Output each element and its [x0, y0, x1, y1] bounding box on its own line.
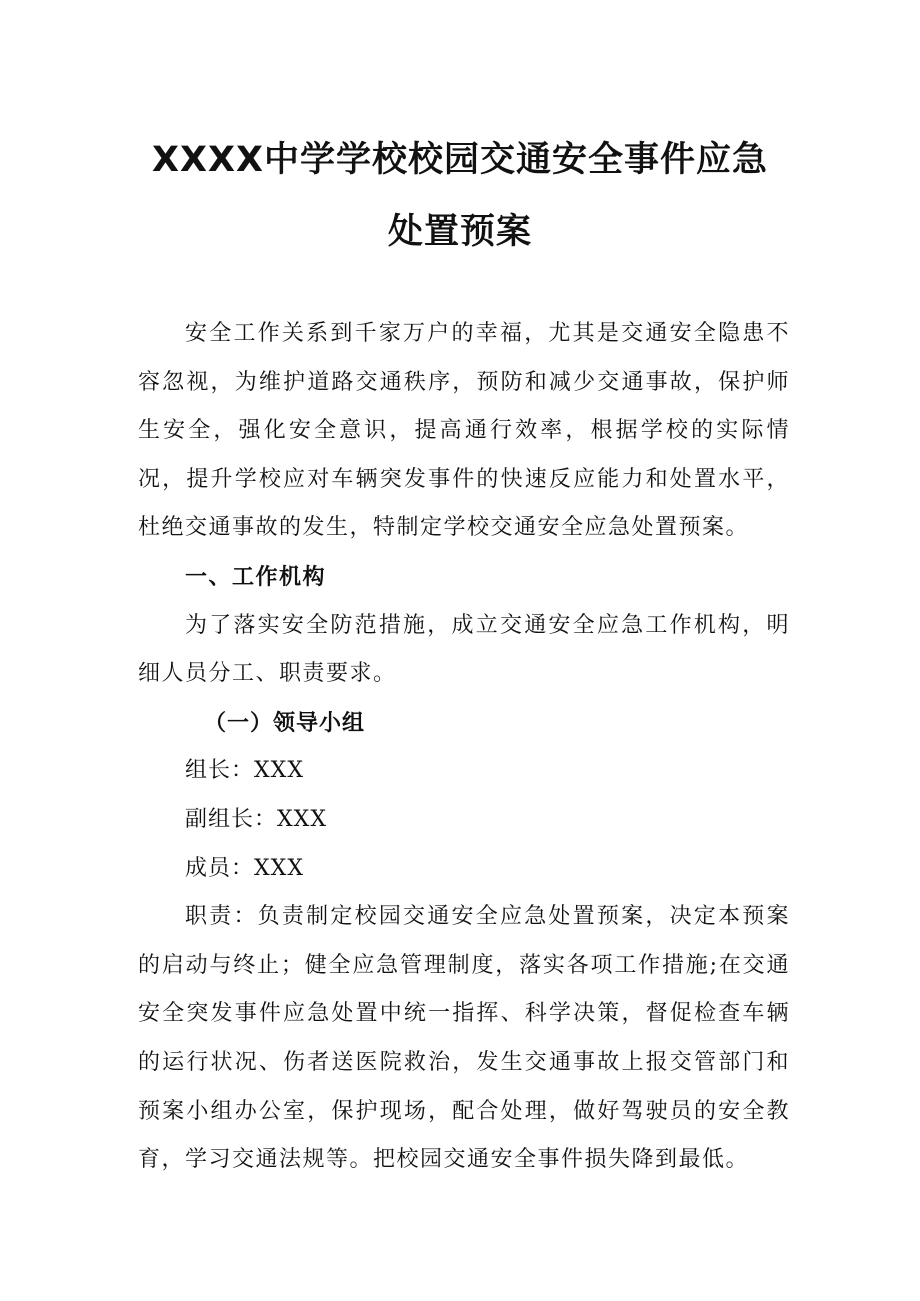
subsection-heading-leadership-group: （一）领导小组: [204, 709, 366, 736]
members-line: 成员：XXX: [185, 855, 304, 881]
organization-paragraph: 为了落实安全防范措施，成立交通安全应急工作机构，明细人员分工、职责要求。: [138, 612, 790, 687]
deputy-leader-line: 副组长：XXX: [185, 806, 327, 832]
duties-paragraph: 职责：负责制定校园交通安全应急处置预案，决定本预案的启动与终止；健全应急管理制度，落实各项工作措施;在交通安全突发事件应急处置中统一指挥、科学决策，督促检查车辆的运行状况、伤者送医院救治，发生交通事故上报交管部门和预案小组办公室，保护现场，配合处理，做好驾驶员的安全教育，学习交通法规等。把校园交通安全事件损失降到最低。: [138, 904, 790, 1173]
section-heading-organization: 一、工作机构: [185, 563, 327, 590]
document-body: [138, 310, 790, 1185]
intro-paragraph: 安全工作关系到千家万户的幸福，尤其是交通安全隐患不容忽视，为维护道路交通秩序，预防和减少交通事故，保护师生安全，强化安全意识，提高通行效率，根据学校的实际情况，提升学校应对车辆突发事件的快速反应能力和处置水平，杜绝交通事故的发生，特制定学校交通安全应急处置预案。: [138, 321, 790, 541]
group-leader-line: 组长：XXX: [185, 758, 304, 784]
document-title-line-2: 处置预案: [387, 212, 532, 252]
document-title-line-1: XXXX中学学校校园交通安全事件应急: [152, 140, 768, 180]
